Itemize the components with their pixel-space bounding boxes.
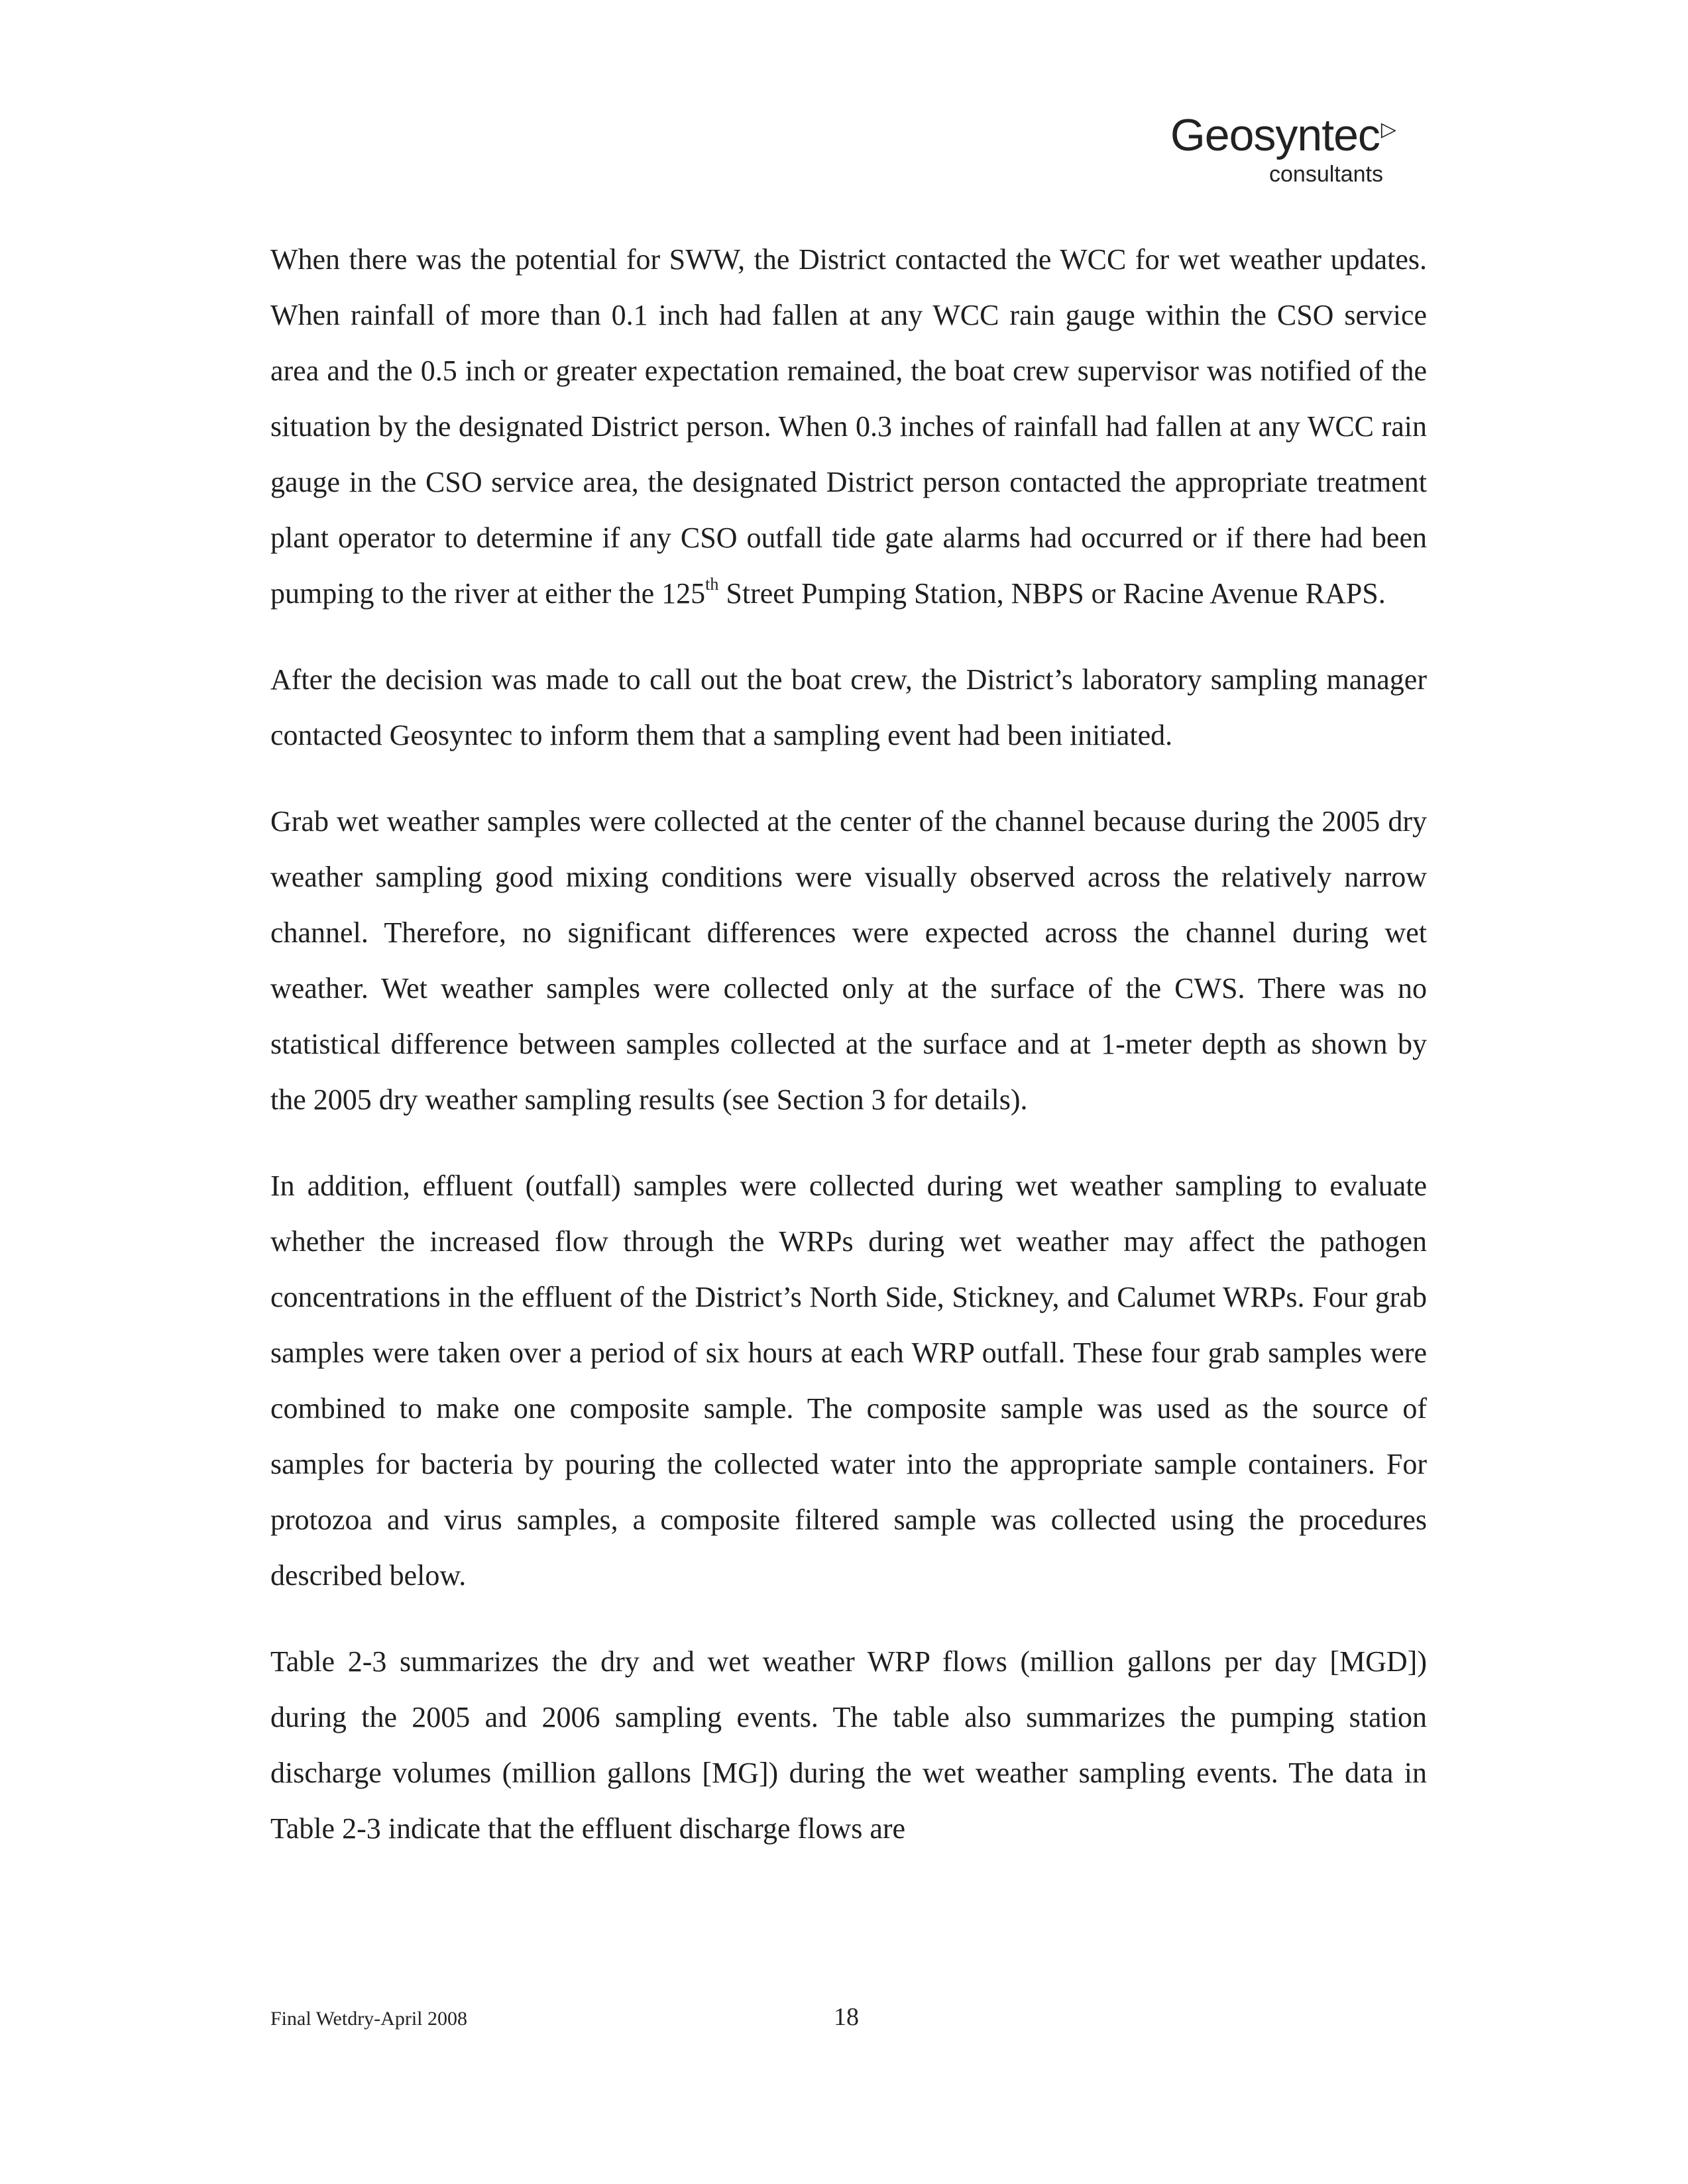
paragraph-1-text: When there was the potential for SWW, the District contacted the WCC for wet weather updates. When rainfall of more than 0.1 inch had fallen at any WCC rain gauge within the CSO service area and the 0.5 inch or greater expectation remained, the boat crew supervisor was notified of the situation by the designated District person. When 0.3 inches of rainfall had fallen at any WCC rain gauge in the CSO service area, the designated District person contacted the appropriate treatment plant operator to determine if any CSO outfall tide gate alarms had occurred or if there had been pumping to the river at either the 125 (270, 243, 1427, 610)
paragraph-1 (270, 232, 1427, 622)
paragraph-1-text-end: Street Pumping Station, NBPS or Racine Avenue RAPS. (718, 577, 1386, 610)
logo-name: Geosyntec (1170, 110, 1380, 160)
document-body (270, 232, 1427, 1887)
company-logo (1170, 110, 1396, 188)
logo-arrow-icon: ▷ (1380, 118, 1396, 141)
logo-subtitle: consultants (1269, 162, 1383, 187)
paragraph-3: Grab wet weather samples were collected at the center of the channel because during the 2005 dry weather sampling good mixing conditions were visually observed across the relatively narrow channel. Therefore, no significant differences were expected across the channel during wet weather. Wet weather samples were collected only at the surface of the CWS. There was no statistical difference between samples collected at the surface and at 1-meter depth as shown by the 2005 dry weather sampling results (see Section 3 for details). (270, 805, 1427, 1116)
paragraph-5: Table 2-3 summarizes the dry and wet weather WRP flows (million gallons per day [MGD]) during the 2005 and 2006 sampling events. The table also summarizes the pumping station discharge volumes (million gallons [MG]) during the wet weather sampling events. The data in Table 2-3 indicate that the effluent discharge flows are (270, 1645, 1427, 1845)
logo-wordmark (1170, 110, 1396, 160)
paragraph-4: In addition, effluent (outfall) samples were collected during wet weather sampling to evaluate whether the increased flow through the WRPs during wet weather may affect the pathogen concentrations in the effluent of the District’s North Side, Stickney, and Calumet WRPs. Four grab samples were taken over a period of six hours at each WRP outfall. These four grab samples were combined to make one composite sample. The composite sample was used as the source of samples for bacteria by pouring the collected water into the appropriate sample containers. For protozoa and virus samples, a composite filtered sample was collected using the procedures described below. (270, 1170, 1427, 1592)
paragraph-2: After the decision was made to call out the boat crew, the District’s laboratory sampling manager contacted Geosyntec to inform them that a sampling event had been initiated. (270, 663, 1427, 751)
page-number: 18 (834, 2003, 859, 2031)
ordinal-superscript: th (705, 574, 719, 594)
footer-document-label: Final Wetdry-April 2008 (270, 2008, 467, 2030)
